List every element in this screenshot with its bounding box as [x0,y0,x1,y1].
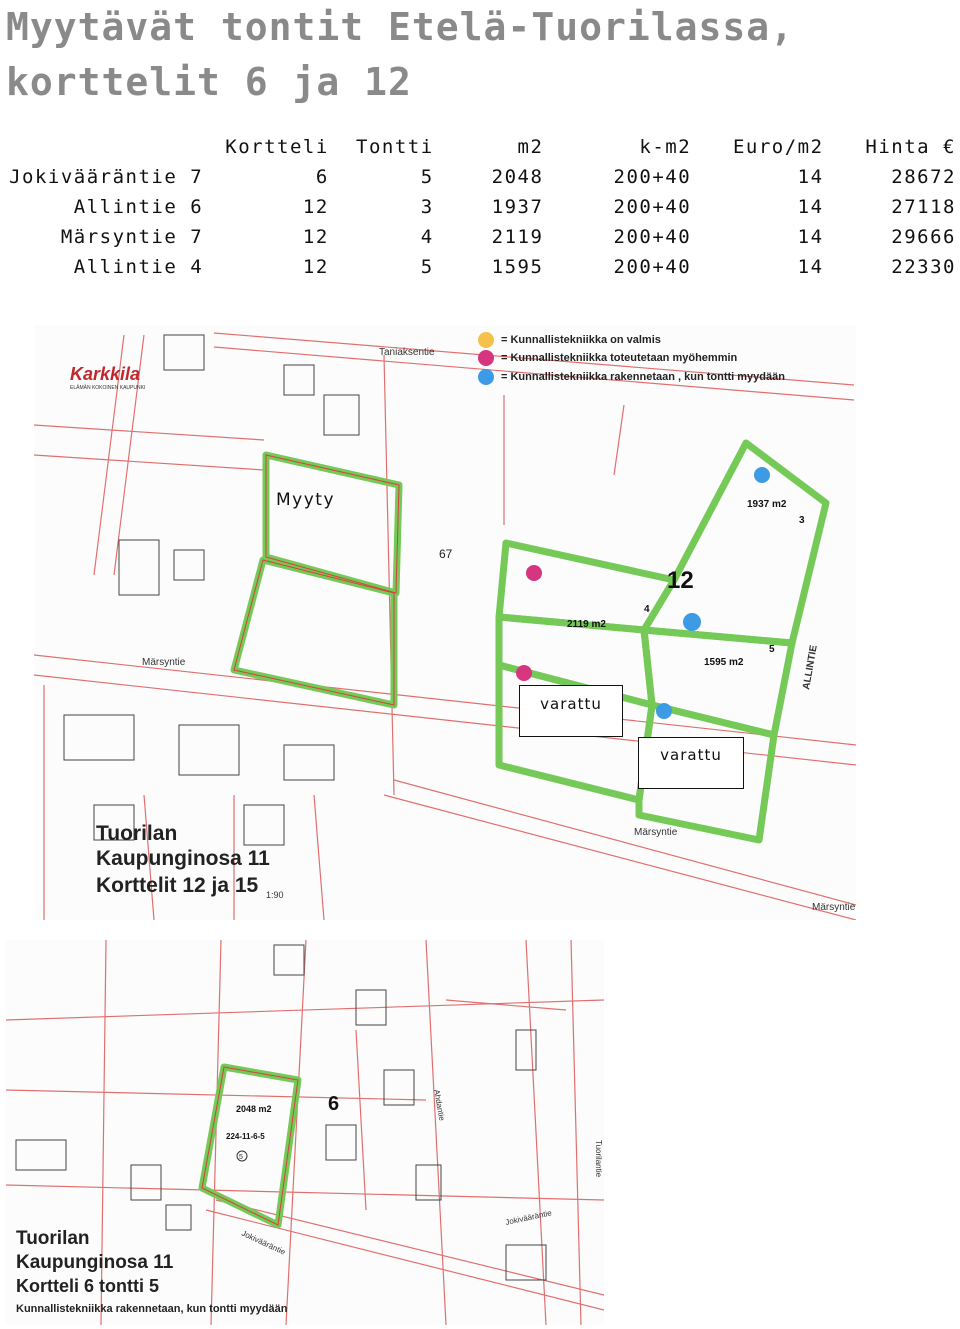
cell-address: Allintie 6 [73,196,204,218]
map1-caption-2: Kaupunginosa 11 [96,847,270,870]
col-header-km2: k-m2 [639,136,692,158]
plot-5: 5 [769,644,775,655]
map1-caption-3: Korttelit 12 ja 15 [96,874,259,897]
street-marsyntie: Märsyntie [142,657,186,668]
map-blocks-12-15 [34,325,856,920]
block-number-6: 6 [328,1093,340,1115]
cell-km2: 200+40 [613,226,692,248]
cell-euro-m2: 14 [797,226,824,248]
cell-km2: 200+40 [613,256,692,278]
street-allintie: ALLINTIE [801,644,820,691]
cell-block: 12 [302,196,329,218]
sold-label: Myyty [276,490,336,510]
street-ahdantie: Ahdantie [432,1088,447,1122]
legend-dot-ready [478,332,494,348]
cell-plot: 5 [420,256,434,278]
cell-euro-m2: 14 [797,256,824,278]
plot-4: 4 [644,604,650,615]
parcel-id: 224-11-6-5 [226,1132,265,1141]
reserved-label-2: varattu [638,737,744,789]
cell-block: 12 [302,226,329,248]
cell-km2: 200+40 [613,166,692,188]
street-taniaksentie: Taniaksentie [379,347,435,358]
legend-dot-on-sale [478,369,494,385]
area-2119: 2119 m2 [567,619,606,630]
cell-plot: 5 [420,166,434,188]
cell-address: Jokivääräntie 7 [9,166,204,188]
cell-price: 28672 [891,166,956,188]
cell-price: 22330 [891,256,956,278]
map2-caption-2: Kaupunginosa 11 [16,1252,174,1273]
table-row [0,222,960,252]
block-67: 67 [439,547,453,561]
table-row [0,162,960,192]
cell-price: 29666 [891,226,956,248]
table-header-row [0,132,960,162]
street-tuorilantie: Tuorilantie [594,1140,603,1178]
col-header-euro-m2: Euro/m2 [732,136,824,158]
legend-dot-later [478,350,494,366]
map2-caption-3: Kortteli 6 tontti 5 [16,1276,159,1296]
cell-plot: 3 [420,196,434,218]
cell-block: 6 [315,166,329,188]
map-2-drawing [6,940,604,1325]
area-1937: 1937 m2 [747,499,787,510]
table-row [0,192,960,222]
area-2048: 2048 m2 [236,1104,272,1114]
cell-block: 12 [302,256,329,278]
cell-plot: 4 [420,226,434,248]
col-header-plot: Tontti [356,136,434,158]
col-header-m2: m2 [517,136,544,158]
page-title [6,0,956,110]
col-header-price: Hinta € [865,136,956,158]
col-header-block: Kortteli [225,136,329,158]
cell-km2: 200+40 [613,196,692,218]
cell-euro-m2: 14 [797,196,824,218]
street-jokivaarantie-2: Jokivääräntie [240,1228,287,1257]
cell-m2: 2048 [491,166,544,188]
map2-caption-4: Kunnallistekniikka rakennetaan, kun tontti myydään [16,1303,288,1315]
cell-m2: 1595 [491,256,544,278]
title-line-1: Myytävät tontit Etelä-Tuorilassa, [6,5,794,49]
plot-3: 3 [799,515,805,526]
map-block-6 [6,940,604,1325]
map2-caption-1: Tuorilan [16,1228,90,1249]
map1-caption-1: Tuorilan [96,822,178,845]
map1-scale: 1:90 [266,890,284,900]
cell-address: Allintie 4 [73,256,204,278]
legend-text-later: = Kunnallistekniikka toteutetaan myöhemmin [501,352,738,364]
svg-text:ELÄMÄN KOKOINEN KAUPUNKI: ELÄMÄN KOKOINEN KAUPUNKI [70,385,146,391]
block-number-12: 12 [667,567,694,594]
karkkila-logo: Karkkila [70,364,141,384]
cell-euro-m2: 14 [797,166,824,188]
legend-text-on-sale: = Kunnallistekniikka rakennetaan , kun tontti myydään [501,371,785,383]
map-1-drawing [34,325,856,920]
table-row [0,252,960,282]
svg-text:5: 5 [239,1154,243,1161]
cell-m2: 2119 [491,226,544,248]
col-header-address [0,132,207,162]
street-marsyntie-3: Märsyntie [812,902,856,913]
cell-address: Märsyntie 7 [60,226,204,248]
reserved-label-1: varattu [519,685,623,737]
street-marsyntie-2: Märsyntie [634,827,678,838]
legend-text-ready: = Kunnallistekniikka on valmis [501,334,661,346]
lots-table [0,132,960,282]
cell-m2: 1937 [491,196,544,218]
area-1595: 1595 m2 [704,657,744,668]
title-line-2: korttelit 6 ja 12 [6,60,412,104]
cell-price: 27118 [891,196,956,218]
street-jokivaarantie: Jokivääräntie [504,1208,553,1227]
